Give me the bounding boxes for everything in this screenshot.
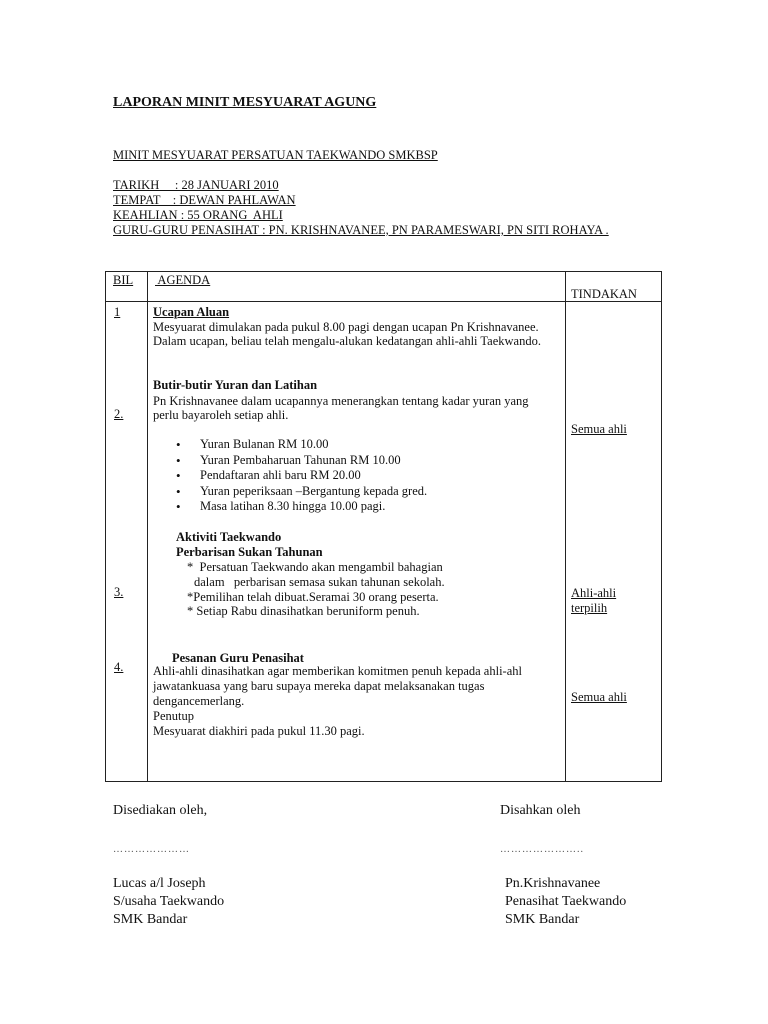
item3-line2: dalam perbarisan semasa sukan tahunan sekolah. [194, 575, 445, 589]
item4-bil: 4. [114, 660, 124, 674]
item3-tindakan-2: terpilih [571, 601, 608, 615]
list-item: • Yuran peperiksaan –Bergantung kepada gred. [176, 484, 427, 500]
meeting-meta [113, 148, 609, 238]
list-item: • Yuran Bulanan RM 10.00 [176, 437, 427, 453]
item3-tindakan-1: Ahli-ahli [571, 586, 617, 600]
item4-title: Pesanan Guru Penasihat [172, 651, 304, 665]
item3-title1: Aktiviti Taekwando [176, 530, 282, 544]
approved-by-label: Disahkan oleh [500, 803, 581, 818]
list-item: • Yuran Pembaharuan Tahunan RM 10.00 [176, 453, 427, 469]
list-item: • Masa latihan 8.30 hingga 10.00 pagi. [176, 499, 427, 515]
column-divider [565, 272, 566, 781]
column-divider [147, 272, 148, 781]
header-tindakan: TINDAKAN [571, 287, 637, 301]
prepared-by-label: Disediakan oleh, [113, 803, 208, 818]
item4-line2: jawatankuasa yang baru supaya mereka dapat melaksanakan tugas [153, 679, 485, 693]
meeting-date: TARIKH : 28 JANUARI 2010 [113, 178, 279, 192]
meeting-membership: KEAHLIAN : 55 ORANG AHLI [113, 208, 283, 222]
header-agenda: AGENDA [155, 273, 211, 287]
approved-by-name: Pn.Krishnavanee [505, 876, 601, 891]
item3-bil: 3. [114, 585, 124, 599]
item2-title: Butir-butir Yuran dan Latihan [153, 378, 318, 392]
meeting-venue: TEMPAT : DEWAN PAHLAWAN [113, 193, 296, 207]
item4-line5: Mesyuarat diakhiri pada pukul 11.30 pagi. [153, 724, 365, 738]
item2-bil: 2. [114, 407, 124, 421]
item4-line3: dengancemerlang. [153, 694, 245, 708]
item1-bil: 1 [114, 305, 121, 319]
item2-tindakan: Semua ahli [571, 422, 627, 436]
item2-line2: perlu bayaroleh setiap ahli. [153, 408, 289, 422]
meeting-advisors: GURU-GURU PENASIHAT : PN. KRISHNAVANEE, PN PARAMESWARI, PN SITI ROHAYA . [113, 223, 609, 237]
approved-by-signature-line: ………………….. [500, 844, 584, 855]
header-bil: BIL [113, 273, 134, 287]
item4-line4: Penutup [153, 709, 194, 723]
prepared-by-role: S/usaha Taekwando [113, 894, 225, 909]
fee-list [176, 437, 427, 515]
item3-line1: * Persatuan Taekwando akan mengambil bahagian [187, 560, 443, 574]
prepared-by-signature-line: ………………… [113, 844, 190, 855]
item1-line2: Dalam ucapan, beliau telah mengalu-alukan kedatangan ahli-ahli Taekwando. [153, 334, 541, 348]
document-title: LAPORAN MINIT MESYUARAT AGUNG [113, 95, 377, 110]
list-item: • Pendaftaran ahli baru RM 20.00 [176, 468, 427, 484]
prepared-by-name: Lucas a/l Joseph [113, 876, 206, 891]
approved-by-role: Penasihat Taekwando [505, 894, 627, 909]
meeting-name: MINIT MESYUARAT PERSATUAN TAEKWANDO SMKBSP [113, 148, 438, 162]
approved-by-school: SMK Bandar [505, 912, 580, 927]
item1-title: Ucapan Aluan [153, 305, 230, 319]
item2-line1: Pn Krishnavanee dalam ucapannya menerangkan tentang kadar yuran yang [153, 394, 529, 408]
item3-line4: * Setiap Rabu dinasihatkan beruniform penuh. [187, 604, 420, 618]
item1-line1: Mesyuarat dimulakan pada pukul 8.00 pagi dengan ucapan Pn Krishnavanee. [153, 320, 539, 334]
item4-line1: Ahli-ahli dinasihatkan agar memberikan komitmen penuh kepada ahli-ahl [153, 664, 522, 678]
item3-title2: Perbarisan Sukan Tahunan [176, 545, 323, 559]
item4-tindakan: Semua ahli [571, 690, 627, 704]
item3-line3: *Pemilihan telah dibuat.Seramai 30 orang peserta. [187, 590, 439, 604]
prepared-by-school: SMK Bandar [113, 912, 188, 927]
